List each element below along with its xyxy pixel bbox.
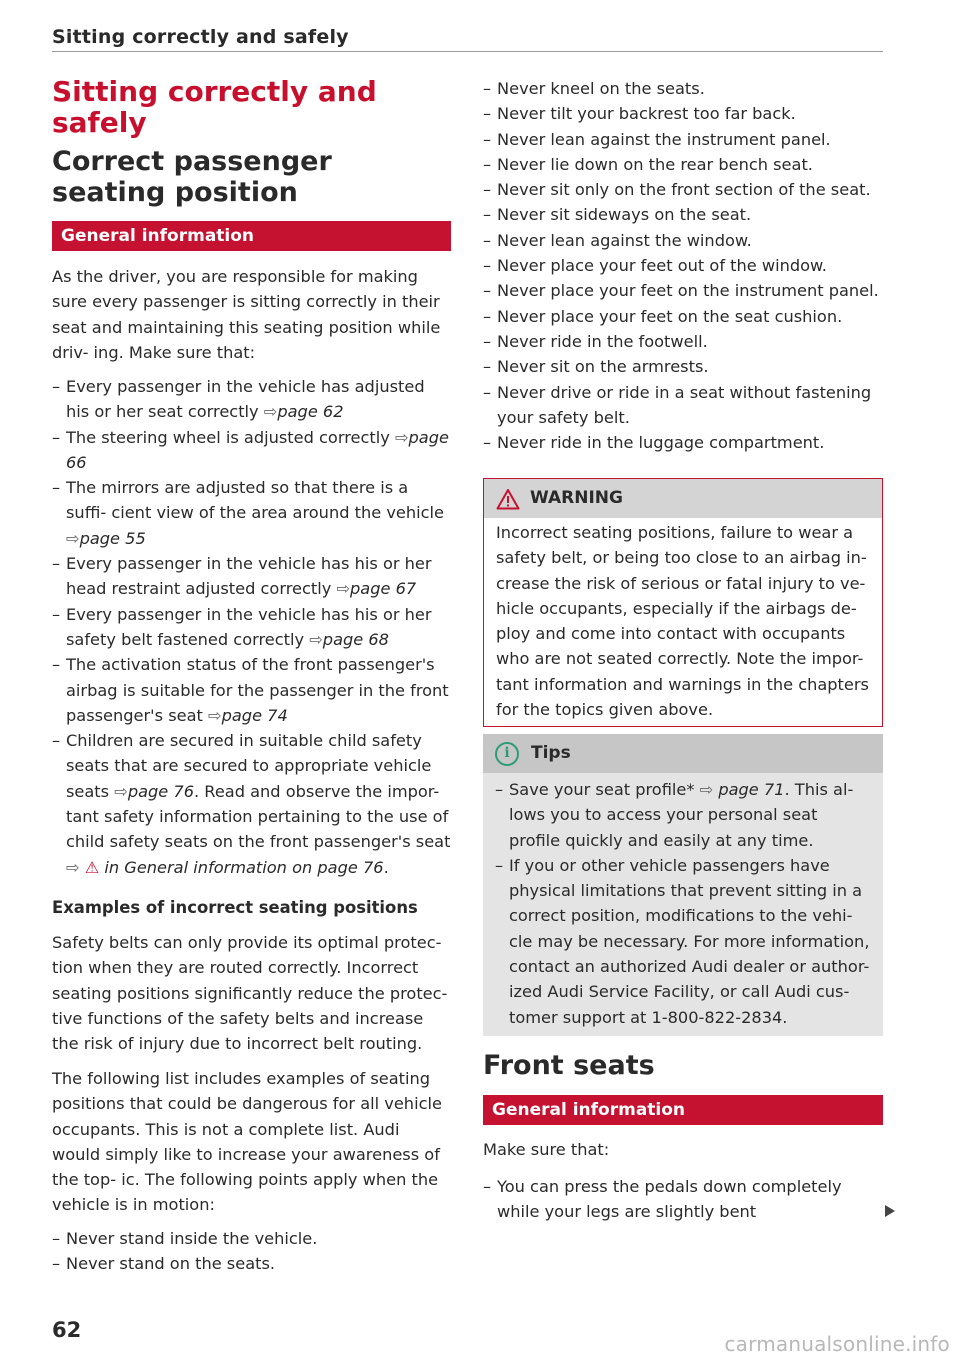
tips-box xyxy=(483,734,883,1036)
intro-paragraph: As the driver, you are responsible for making sure every passenger is sitting correctly in their seat and maintaining this seating position while driv- ing. Make sure that: xyxy=(52,267,441,362)
page-ref-link[interactable]: page 76 xyxy=(127,781,195,801)
page-ref-link[interactable]: page 67 xyxy=(350,579,417,599)
list-item: – Never sit on the armrests. xyxy=(483,354,883,379)
list-item: – Never sit only on the front section of the seat. xyxy=(483,177,883,202)
info-icon: i xyxy=(495,742,519,766)
warning-label: WARNING xyxy=(530,488,623,508)
list-item: – Never lean against the instrument panel. xyxy=(483,127,883,152)
arrow-right-icon: ⇨ xyxy=(309,629,323,649)
arrow-right-icon: ⇨ xyxy=(66,528,80,548)
list-item: – Every passenger in the vehicle has his or her safety belt fastened correctly ⇨page 68 xyxy=(52,602,452,653)
section-title: Correct passenger seating position xyxy=(52,146,332,208)
arrow-right-icon: ⇨ xyxy=(336,579,351,599)
list-item: – The mirrors are adjusted so that there is a suffi- cient view of the area around the vehicle ⇨page 55 xyxy=(52,475,452,551)
arrow-right-icon: ⇨ xyxy=(699,780,719,799)
list-item: – Every passenger in the vehicle has his or her head restraint adjusted correctly ⇨page 67 xyxy=(52,551,452,602)
incorrect-list-right xyxy=(483,76,883,455)
arrow-right-icon: ⇨ xyxy=(394,427,409,447)
header-divider xyxy=(52,51,883,52)
page-ref-link[interactable]: page 66 xyxy=(66,427,449,472)
warning-box xyxy=(483,478,883,727)
tips-label: Tips xyxy=(531,742,571,763)
list-item: – Every passenger in the vehicle has adjusted his or her seat correctly ⇨page 62 xyxy=(52,374,452,425)
page-ref-link[interactable]: page 62 xyxy=(277,402,344,422)
arrow-right-icon: ⇨ xyxy=(114,781,128,801)
list-item: – Never place your feet on the instrument panel. xyxy=(483,278,883,303)
page-ref-link[interactable]: in General information on page 76 xyxy=(104,857,384,877)
watermark: carmanualsonline.info xyxy=(724,1332,950,1356)
list-item: – Never drive or ride in a seat without fastening your safety belt. xyxy=(483,380,883,431)
warning-triangle-icon xyxy=(496,488,520,510)
incorrect-paragraph-1: Safety belts can only provide its optimal protec- tion when they are routed correctly. Incorrect seating positions significantly reduce the protec- tive functions of the safety belts and increase the risk of injury due to incorrect belt routing. xyxy=(52,933,448,1054)
incorrect-paragraph-2: The following list includes examples of seating positions that could be dangerous for all vehicle occupants. This is not a complete list. Audi would simply like to increase your awareness of the top- ic. The following points apply when the vehicle is in motion: xyxy=(52,1069,442,1215)
list-item: – Save your seat profile* ⇨ page 71. This al- lows you to access your personal seat profile quickly and easily at any time. xyxy=(495,777,871,853)
tips-header xyxy=(483,734,883,773)
list-item: – Never lie down on the rear bench seat. xyxy=(483,152,883,177)
list-item: – Never stand on the seats. xyxy=(52,1251,452,1276)
page-ref-link[interactable]: page 74 xyxy=(221,705,288,725)
list-item: – You can press the pedals down completely while your legs are slightly bent xyxy=(483,1174,883,1225)
page-ref-link[interactable]: page 68 xyxy=(322,629,389,649)
page-ref-link[interactable]: page 71 xyxy=(718,780,785,799)
front-seats-intro: Make sure that: xyxy=(483,1140,610,1159)
arrow-right-icon: ⇨ xyxy=(263,402,278,422)
page-number: 62 xyxy=(52,1318,82,1342)
incorrect-list-left xyxy=(52,1226,452,1277)
warning-text: Incorrect seating positions, failure to wear a safety belt, or being too close to an airbag in- crease the risk of serious or fatal injury to ve- hicle occupants, especially if the airbags de- ploy and come into contact with occupants who are not seated correctly. Note the impor- tant information and warnings in the chapters for the topics given above. xyxy=(496,523,869,720)
list-item: – If you or other vehicle passengers have physical limitations that prevent sitting in a correct position, modifications to the vehi- cle may be necessary. For more information, contact an authorized Audi dealer or author- ized Audi Service Facility, or call Audi cus- tomer support at 1-800-822-2834. xyxy=(495,853,871,1030)
page-ref-link[interactable]: page 55 xyxy=(79,528,146,548)
tips-list xyxy=(483,773,883,1036)
list-item: – Never stand inside the vehicle. xyxy=(52,1226,452,1251)
incorrect-positions-heading: Examples of incorrect seating positions xyxy=(52,898,418,917)
list-item: – Never sit sideways on the seat. xyxy=(483,202,883,227)
section-bar-general-information: General information xyxy=(52,221,451,251)
arrow-right-icon: ⇨ xyxy=(66,857,85,877)
list-item: – Never place your feet out of the window. xyxy=(483,253,883,278)
list-item: – Children are secured in suitable child safety seats that are secured to appropriate vehicle seats ⇨page 76. Read and observe the impor- tant safety information pertaining to the use of child safety seats on the front passenger's seat ⇨ ⚠ in General information on page 76. xyxy=(52,728,452,880)
list-item: – Never ride in the footwell. xyxy=(483,329,883,354)
list-item: – Never lean against the window. xyxy=(483,228,883,253)
warning-triangle-icon: ⚠ xyxy=(84,857,100,877)
front-seats-title: Front seats xyxy=(483,1050,655,1081)
running-header: Sitting correctly and safely xyxy=(52,26,349,48)
arrow-right-icon: ⇨ xyxy=(208,705,222,725)
list-item: – Never ride in the luggage compartment. xyxy=(483,430,883,455)
warning-header xyxy=(484,479,882,518)
section-bar-general-information-2: General information xyxy=(483,1095,883,1125)
front-seats-list xyxy=(483,1174,883,1225)
list-item: – Never place your feet on the seat cushion. xyxy=(483,304,883,329)
list-item: – The steering wheel is adjusted correctly ⇨page 66 xyxy=(52,425,452,476)
list-item: – The activation status of the front passenger's airbag is suitable for the passenger in the front passenger's seat ⇨page 74 xyxy=(52,652,452,728)
list-item: – Never tilt your backrest too far back. xyxy=(483,101,883,126)
list-item: – Never kneel on the seats. xyxy=(483,76,883,101)
continue-arrow-icon xyxy=(885,1205,895,1217)
checklist xyxy=(52,374,452,880)
chapter-title: Sitting correctly and safely xyxy=(52,75,377,139)
